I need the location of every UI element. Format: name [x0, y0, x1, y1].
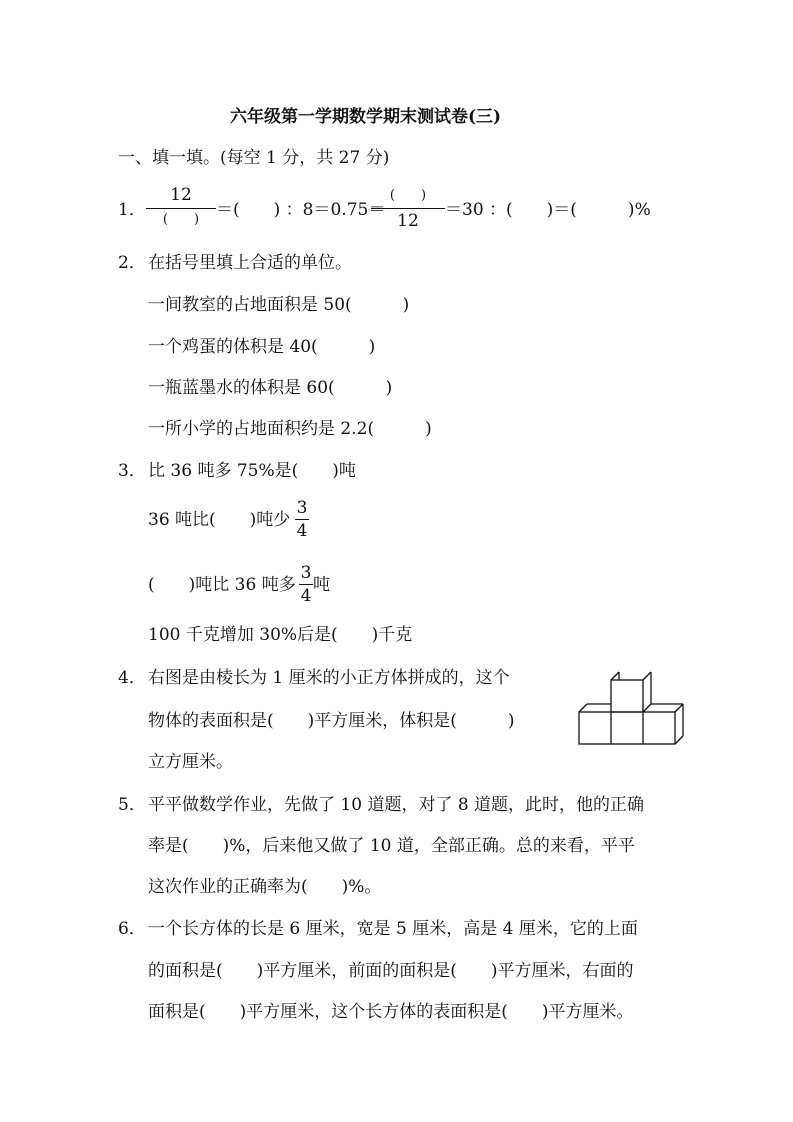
q1-equation-part-1: ＝( ) ：8＝0.75＝ — [216, 200, 386, 220]
page-title: 六年级第一学期数学期末测试卷(三) — [230, 107, 502, 127]
q3-line-4: 100 千克增加 30%后是( )千克 — [148, 625, 413, 645]
q3-line-2-fraction-numerator: 3 — [296, 498, 308, 518]
q1-fraction-1 — [146, 187, 216, 231]
q1-fraction-1-denominator: ( ) — [162, 212, 200, 227]
q5-line-1: 平平做数学作业，先做了 10 道题，对了 8 道题，此时，他的正确 — [148, 795, 645, 815]
q3-line-3-fraction-numerator: 3 — [300, 563, 312, 583]
q6-line-3: 面积是( )平方厘米，这个长方体的表面积是( )平方厘米。 — [148, 1002, 634, 1022]
q3-line-3-fraction — [299, 565, 313, 607]
q3-number: 3． — [118, 461, 146, 481]
q4-line-3: 立方厘米。 — [148, 752, 233, 772]
q1-fraction-2 — [371, 187, 445, 231]
q3-line-2: 36 吨比( )吨少 — [148, 510, 291, 530]
q6-line-1: 一个长方体的长是 6 厘米，宽是 5 厘米，高是 4 厘米，它的上面 — [148, 919, 638, 939]
cube-figure-drawing — [574, 670, 684, 750]
q3-line-3-fraction-denominator: 4 — [300, 586, 312, 606]
q1-fraction-1-numerator: 12 — [170, 185, 192, 205]
q4-number: 4． — [118, 668, 146, 688]
q2-stem: 在括号里填上合适的单位。 — [148, 253, 352, 273]
q6-number: 6． — [118, 919, 146, 939]
q5-line-2: 率是( )%，后来他又做了 10 道，全部正确。总的来看，平平 — [148, 836, 635, 856]
q3-line-2-fraction-denominator: 4 — [296, 521, 308, 541]
q3-line-3-unit: 吨 — [313, 575, 330, 595]
q1-fraction-2-bar — [371, 208, 445, 209]
q1-number: 1． — [118, 200, 146, 220]
q6-line-2: 的面积是( )平方厘米，前面的面积是( )平方厘米，右面的 — [148, 961, 634, 981]
q2-number: 2． — [118, 253, 146, 273]
q3-line-3-fraction-bar — [299, 584, 313, 585]
q3-line-1: 比 36 吨多 75%是( )吨 — [148, 461, 356, 481]
cube-figure — [574, 670, 684, 750]
q3-line-2-fraction-bar — [295, 519, 309, 520]
q1-fraction-2-denominator: 12 — [397, 211, 419, 231]
q1-fraction-2-numerator: ( ) — [389, 188, 427, 203]
q3-line-3: ( )吨比 36 吨多 — [148, 575, 296, 595]
q5-line-3: 这次作业的正确率为( )%。 — [148, 877, 382, 897]
q4-line-2: 物体的表面积是( )平方厘米，体积是( ) — [148, 711, 515, 731]
q1-equation-part-2: ＝30 ：( )＝( )% — [445, 200, 651, 220]
q3-line-2-fraction — [295, 500, 309, 542]
q2-line-4: 一所小学的占地面积约是 2.2( ) — [148, 419, 432, 439]
q1-fraction-1-bar — [146, 208, 216, 209]
q2-line-2: 一个鸡蛋的体积是 40( ) — [148, 337, 376, 357]
q4-line-1: 右图是由棱长为 1 厘米的小正方体拼成的，这个 — [148, 668, 510, 688]
q2-line-1: 一间教室的占地面积是 50( ) — [148, 295, 410, 315]
q5-number: 5． — [118, 795, 146, 815]
section-heading: 一、填一填。(每空 1 分，共 27 分) — [118, 148, 390, 168]
q2-line-3: 一瓶蓝墨水的体积是 60( ) — [148, 378, 393, 398]
